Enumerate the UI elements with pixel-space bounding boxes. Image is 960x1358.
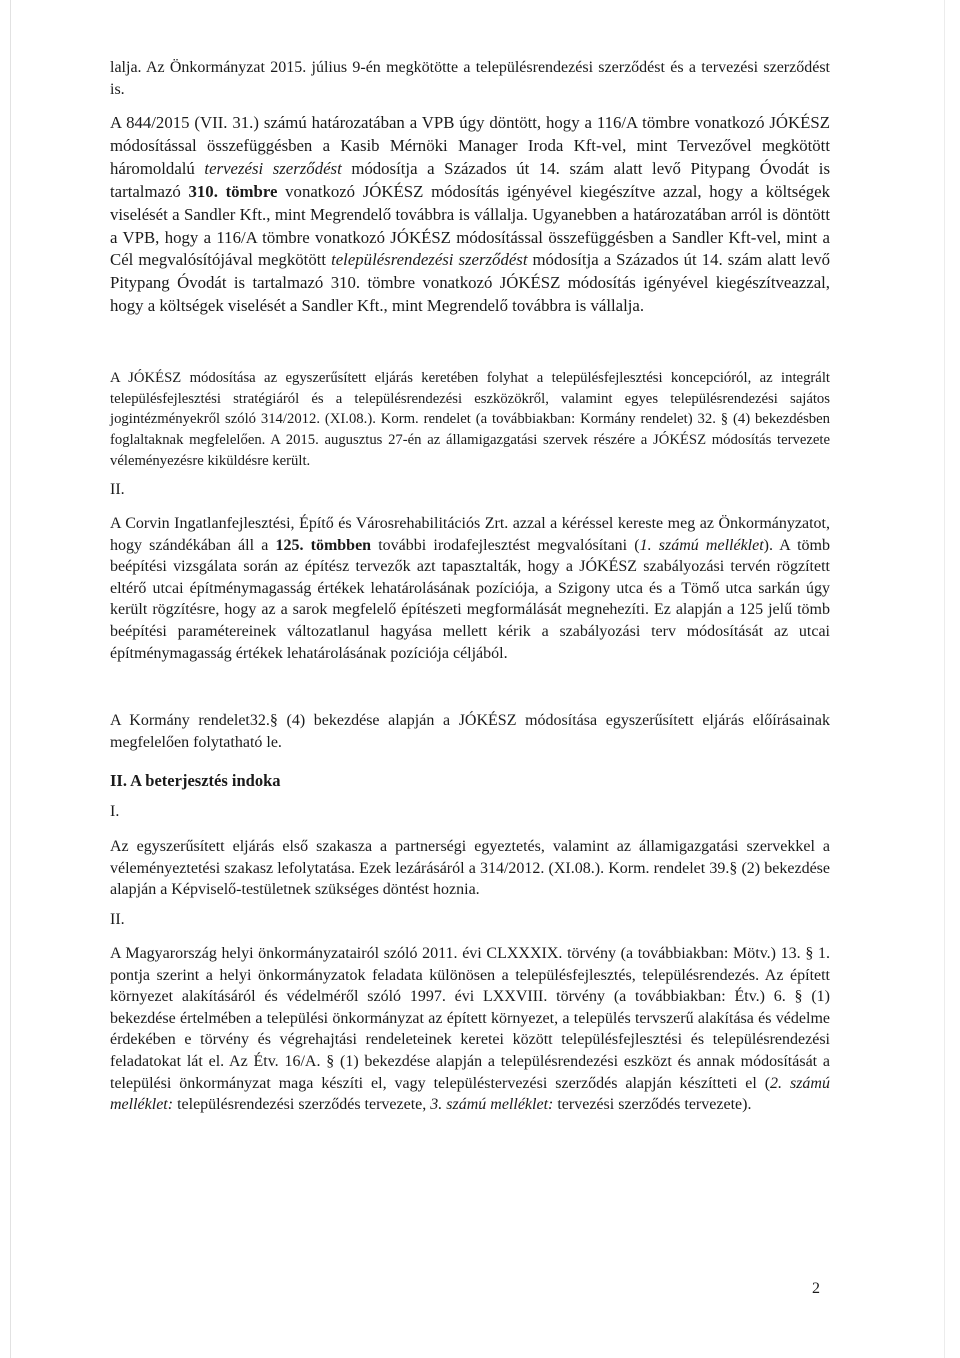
paragraph-jokesz-procedure: A JÓKÉSZ módosítása az egyszerűsített eljárás keretében folyhat a településfejlesztési koncepcióról, az integrált településfejlesztési stratégiáról és a településrendezési eszközökről, valamint egyes településrendezési sajátos jogintézményekről szóló 314/2012. (XI.08.). Korm. rendelet (a továbbiakban: Kormány rendelet) 32. § (4) bekezdésben foglaltaknak megfelelően. A 2015. augusztus 27-én az államigazgatási szervek részére a JÓKÉSZ módosítás tervezete véleményezésre kiküldésre került. — [110, 370, 830, 469]
paragraph-contract-signing: lalja. Az Önkormányzat 2015. július 9-én megkötötte a településrendezési szerződést és a tervezési szerződést is. — [110, 59, 830, 98]
text-run: tervezési szerződés tervezete). — [553, 1096, 752, 1114]
italic-term: 1. számú melléklet — [639, 536, 764, 554]
paragraph-kormany-rendelet: A Kormány rendelet32.§ (4) bekezdése alapján a JÓKÉSZ módosítása egyszerűsített eljárás előírásainak megfelelően folytatható le. — [110, 712, 830, 751]
scan-edge-left — [10, 0, 11, 1358]
text-run: módosítja a Százados út 14. szám alatt levő Pitypang Óvodát is tartalmazó 310. tömbre vonatkozó JÓKÉSZ módosítás igényével kiegészítveazzal, hogy a költségek viselését a Sandler Kft., mint Megrendelő továbbra is vállalja. — [110, 250, 830, 316]
text-run: A Corvin Ingatlanfejlesztési, Építő és Városrehabilitációs Zrt. azzal a kéréssel kereste meg az Önkormányzatot, hogy szándékában áll a — [110, 515, 830, 554]
paragraph-mötv-law — [110, 943, 830, 1116]
paragraph-vpb-decision — [110, 112, 830, 318]
text-run: A Magyarország helyi önkormányzatairól szóló 2011. évi CLXXXIX. törvény (a továbbiakban: Mötv.) 13. § 1. pontja szerint a helyi önkormányzatok feladata különösen a településfejlesztés, településrendezés. Az épített környezet alakításáról és védelméről szóló 1997. évi LXXVIII. törvény (a továbbiakban: Étv.) 6. § (1) bekezdése értelmében a települési önkormányzat az épített környezet, a település tervszerű alakítása és védelme érdekében e törvény és végrehajtási rendeleteinek keretei között településfejlesztési és településrendezési feladatokat lát el. Az Étv. 16/A. § (1) bekezdése alapján a településrendezési eszközt és annak módosítását a települési önkormányzat maga készíti el, vagy településtervezési szerződés alapján készítteti el ( — [110, 945, 830, 1092]
page-number: 2 — [812, 1280, 820, 1297]
text-run: A 844/2015 (VII. 31.) számú határozatában a VPB úgy döntött, hogy a 116/A tömbre vonatkozó JÓKÉSZ módosítással összefüggésben a Kasib Mérnöki Manager Iroda Kft-vel, mint Tervezővel megkötött háromoldalú — [110, 113, 830, 178]
section-label-ii-second: II. — [110, 911, 125, 928]
text-run: módosítja a Százados út 14. szám alatt levő Pitypang Óvodát is tartalmazó — [110, 158, 830, 201]
italic-term: 3. számú melléklet: — [430, 1096, 554, 1114]
bold-term: 125. tömbben — [275, 536, 372, 554]
text-run: ). A tömb beépítési vizsgálata során az építész tervezők azt tapasztalták, hogy a JÓKÉSZ szabályozási tervén rögzített eltérő utcai építménymagasság értékek lehatárolásának pozíciója, a Szigony utca és a Tömő utca sarkán úgy került rögzítésre, hogy az a sarok megfelelő építészeti megformálását megnehezíti. Ez alapján a 125 jelű tömb beépítési paramétereinek változatlanul hagyása mellett kérik a szabályozási terv módosítását az utcai építménymagasság értékek lehatárolásának pozíciója céljából. — [110, 536, 830, 662]
paragraph-simplified-procedure: Az egyszerűsített eljárás első szakasza a partnerségi egyeztetés, valamint az államigazgatási szervekkel a véleményeztetési szakasz lefolytatása. Ezek lezárásáról a 314/2012. (XI.08.). Korm. rendelet 39.§ (2) bekezdése alapján a Képviselő-testületnek szükséges döntést hoznia. — [110, 838, 830, 899]
italic-term: településrendezési szerződést — [331, 250, 528, 270]
bold-term: 310. tömbre — [188, 181, 278, 201]
paragraph-corvin-request — [110, 513, 830, 664]
text-run: vonatkozó JÓKÉSZ módosítás igényével kiegészítve azzal, hogy a költségek viselését a Sandler Kft., mint Megrendelő továbbra is vállalja. Ugyanebben a határozatában arról is döntött a VPB, hogy a 116/A tömbre vonatkozó JÓKÉSZ módosítással összefüggésben a Sandler Kft-vel, mint a Cél megvalósítójával megkötött — [110, 181, 830, 270]
text-run: további irodafejlesztést megvalósítani ( — [371, 536, 640, 554]
section-heading: II. A beterjesztés indoka — [110, 771, 281, 790]
italic-term: 2. számú melléklet: — [110, 1074, 830, 1114]
text-run: településrendezési szerződés tervezete, — [173, 1096, 431, 1114]
section-label-ii: II. — [110, 481, 125, 498]
scan-edge-right — [944, 0, 945, 1358]
italic-term: tervezési szerződést — [204, 158, 342, 178]
section-label-i: I. — [110, 803, 120, 820]
